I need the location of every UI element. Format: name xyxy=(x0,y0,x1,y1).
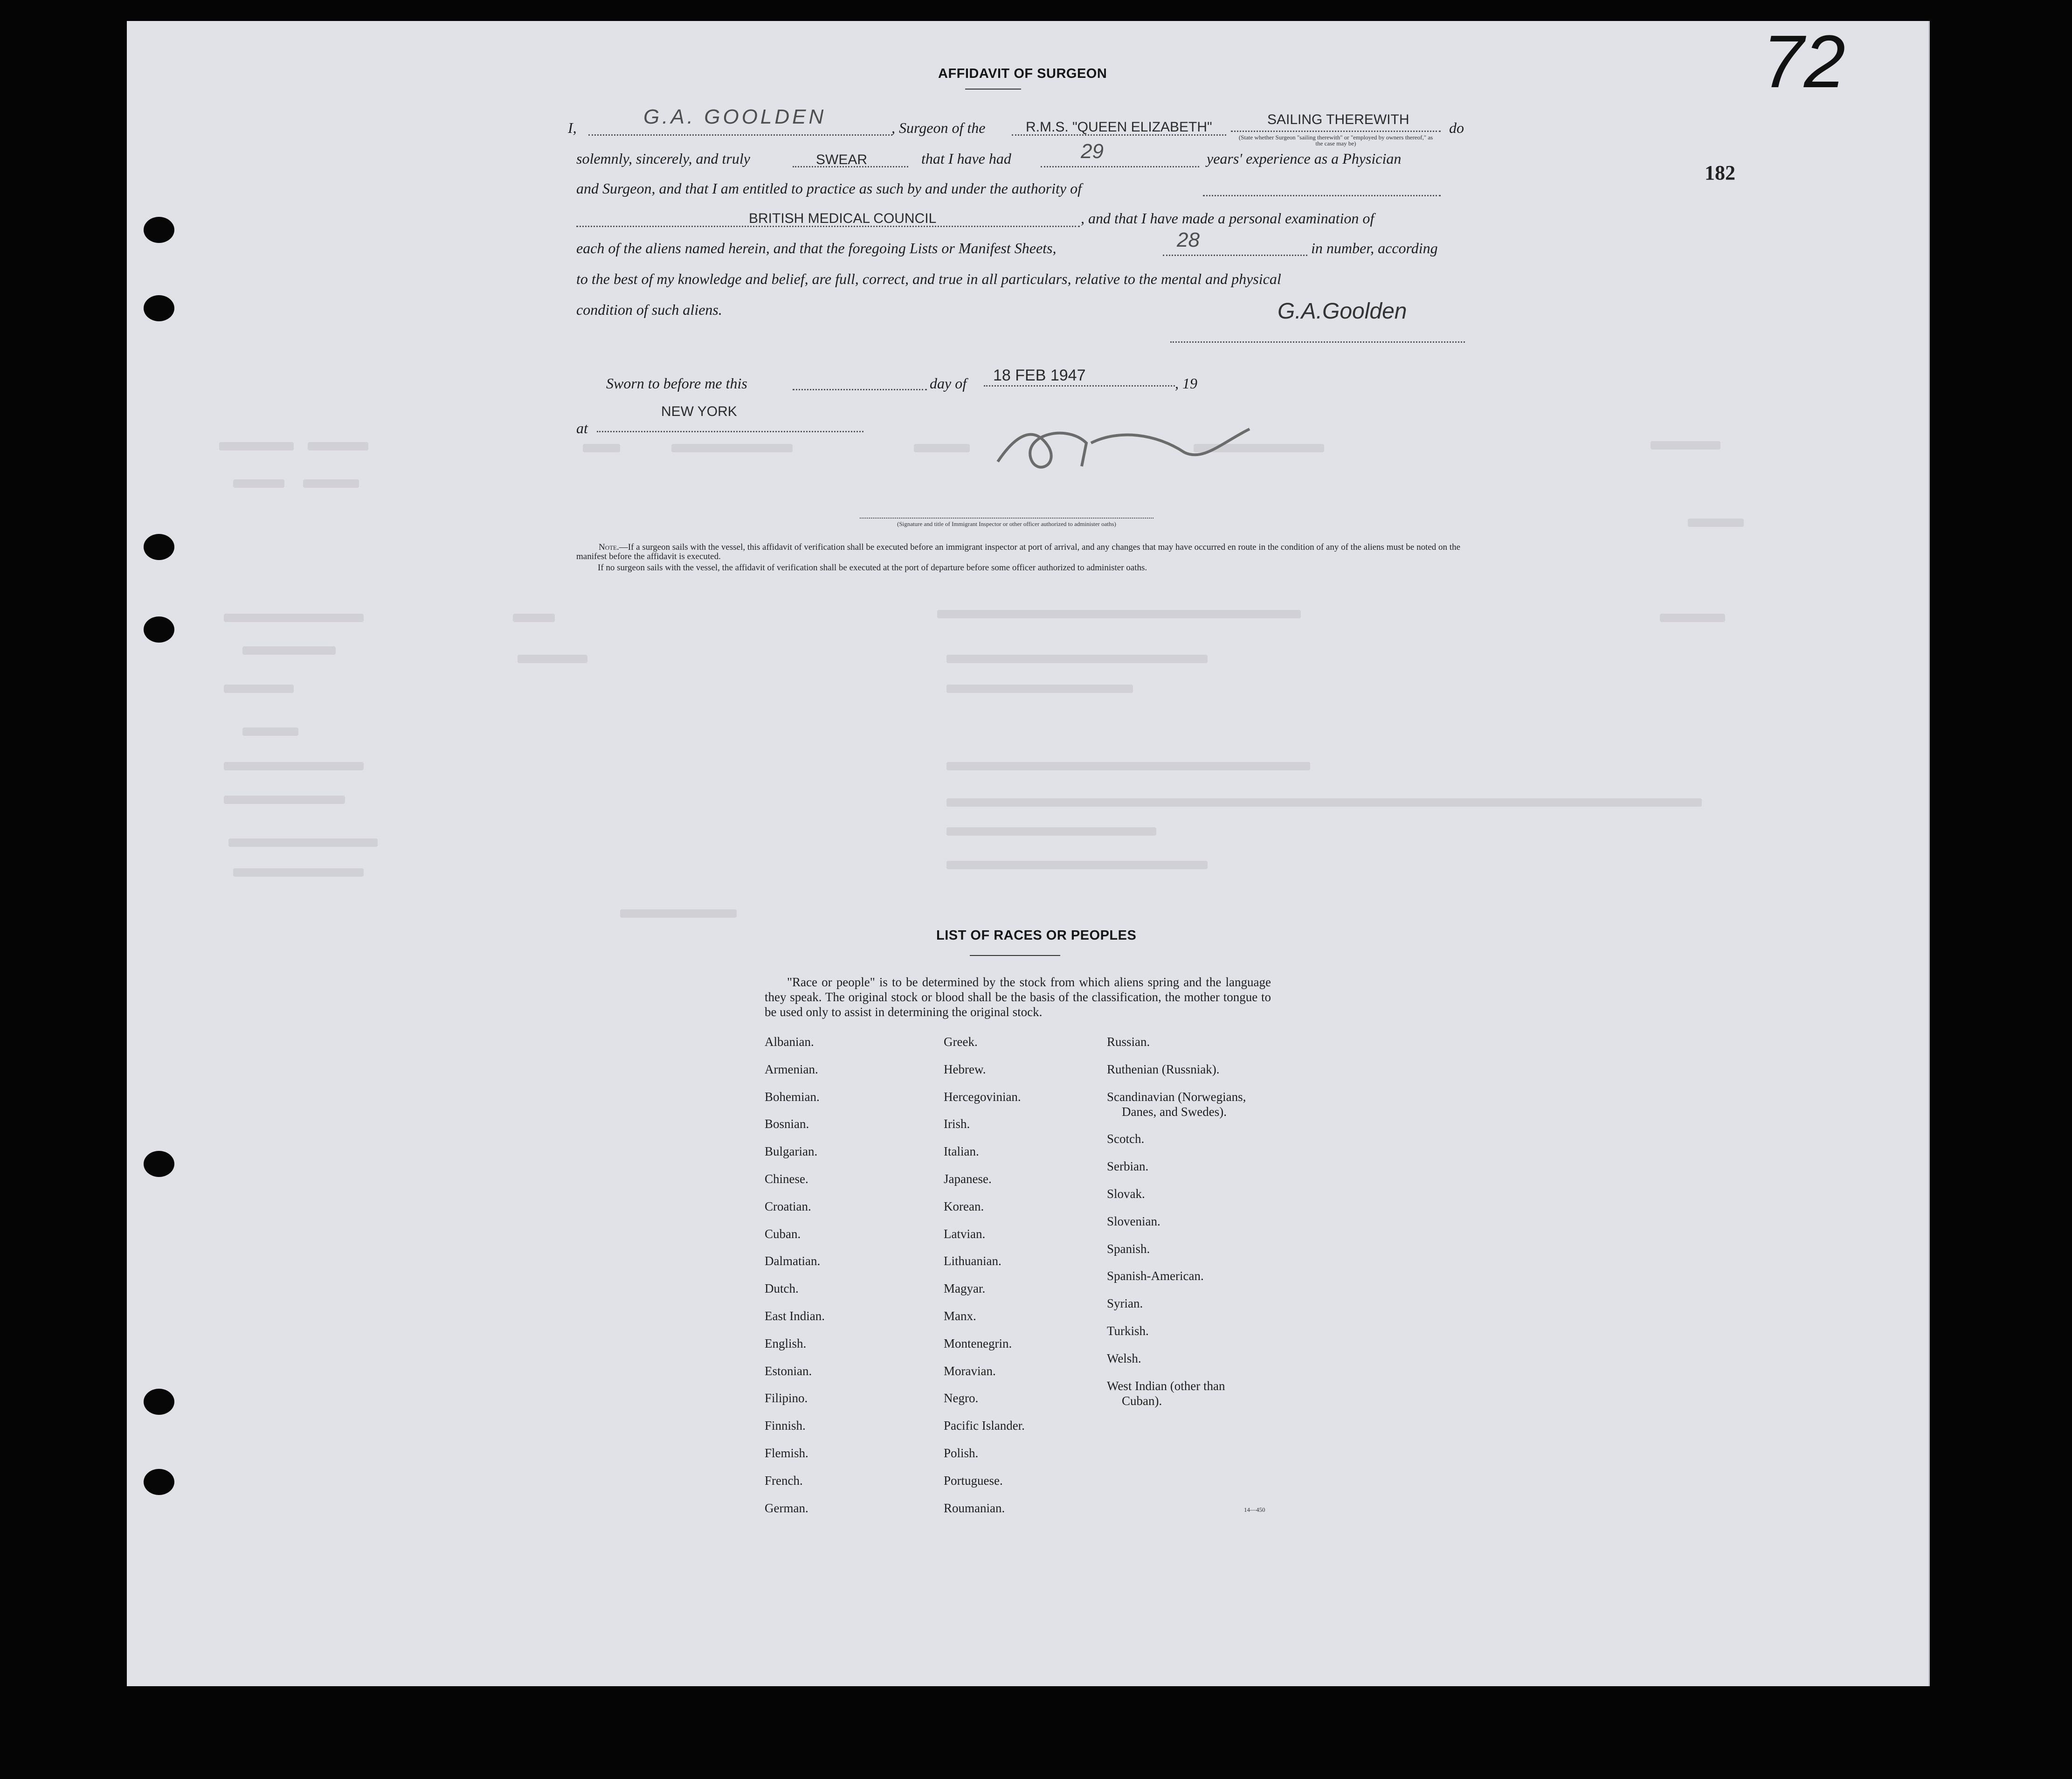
bleed-through xyxy=(1651,441,1720,450)
bleed-through xyxy=(671,444,793,452)
race-item: Slovenian. xyxy=(1107,1214,1160,1228)
signature-line xyxy=(1170,341,1465,343)
years-experience: 29 xyxy=(1081,140,1104,163)
line7: condition of such aliens. xyxy=(576,301,722,318)
surgeon-name: G.A. GOOLDEN xyxy=(643,105,827,128)
year-prefix: , 19 xyxy=(1175,375,1197,392)
race-item: Japanese. xyxy=(944,1172,992,1186)
race-item: Croatian. xyxy=(765,1199,811,1213)
at-text: at xyxy=(576,420,588,436)
bleed-through xyxy=(914,444,970,452)
note-text-1: —If a surgeon sails with the vessel, this affidavit of verification shall be executed before an immigrant inspector at port of arrival, and any changes that may have occurred en route in the condition of any of the aliens must be noted on the manifest before the affidavit is executed. xyxy=(576,542,1461,561)
binder-hole xyxy=(144,295,174,321)
officer-signature-line xyxy=(860,518,1153,519)
binder-hole xyxy=(144,217,174,243)
fill-line xyxy=(1203,195,1441,196)
race-item: English. xyxy=(765,1336,807,1350)
do-text: do xyxy=(1449,119,1464,136)
race-item: Syrian. xyxy=(1107,1296,1143,1311)
race-item: French. xyxy=(765,1473,803,1488)
race-item: Dutch. xyxy=(765,1281,799,1296)
race-item: Welsh. xyxy=(1107,1351,1141,1365)
race-item: Spanish-American. xyxy=(1107,1269,1204,1283)
officer-signature-mark xyxy=(979,415,1259,485)
race-item: Estonian. xyxy=(765,1364,812,1378)
race-item: Turkish. xyxy=(1107,1324,1149,1338)
race-item: Portuguese. xyxy=(944,1473,1003,1488)
line2-mid: that I have had xyxy=(921,150,1011,167)
note-text-2: If no surgeon sails with the vessel, the affidavit of verification shall be executed at the port of departure before some officer authorized to administer oaths. xyxy=(598,563,1147,573)
race-item: Greek. xyxy=(944,1035,978,1049)
sailing-note: (State whether Surgeon "sailing therewith" or "employed by owners thereof," as the case may be) xyxy=(1238,134,1433,147)
day-of-text: day of xyxy=(930,375,967,392)
race-item: Flemish. xyxy=(765,1446,808,1460)
bleed-through xyxy=(242,727,298,736)
line3: and Surgeon, and that I am entitled to practice as such by and under the authority of xyxy=(576,180,1082,197)
bleed-through xyxy=(946,827,1156,836)
fill-line xyxy=(793,389,927,390)
race-item: Moravian. xyxy=(944,1364,996,1378)
race-item: Bosnian. xyxy=(765,1117,809,1131)
race-item: Italian. xyxy=(944,1144,979,1159)
bleed-through xyxy=(513,614,555,622)
race-item: Russian. xyxy=(1107,1035,1150,1049)
binder-hole xyxy=(144,1151,174,1177)
race-item: Scotch. xyxy=(1107,1132,1145,1146)
bleed-through xyxy=(518,655,587,663)
page-number: 182 xyxy=(1705,161,1735,184)
race-item: Montenegrin. xyxy=(944,1336,1012,1350)
note-label: Note. xyxy=(599,542,619,552)
affidavit-title: AFFIDAVIT OF SURGEON xyxy=(938,66,1107,81)
fill-line xyxy=(1163,255,1307,256)
race-item: Cuban). xyxy=(1122,1393,1162,1408)
bleed-through xyxy=(1660,614,1725,622)
races-title-underline xyxy=(970,955,1060,956)
bleed-through xyxy=(946,685,1133,693)
line2-start: solemnly, sincerely, and truly xyxy=(576,150,750,167)
race-item: Pacific Islander. xyxy=(944,1419,1025,1433)
race-item: Armenian. xyxy=(765,1062,818,1076)
sworn-place: NEW YORK xyxy=(661,404,737,419)
sworn-date: 18 FEB 1947 xyxy=(993,367,1086,384)
line2-end: years' experience as a Physician xyxy=(1207,150,1402,167)
bleed-through xyxy=(937,610,1301,618)
race-item: Ruthenian (Russniak). xyxy=(1107,1062,1220,1076)
race-item: Roumanian. xyxy=(944,1501,1005,1515)
authority: BRITISH MEDICAL COUNCIL xyxy=(749,211,937,226)
binder-hole xyxy=(144,534,174,560)
race-item: Danes, and Swedes). xyxy=(1122,1104,1227,1119)
race-item: Hebrew. xyxy=(944,1062,986,1076)
officer-caption: (Signature and title of Immigrant Inspector or other officer authorized to administer oaths) xyxy=(897,520,1116,527)
fill-line xyxy=(1012,134,1226,136)
bleed-through xyxy=(946,798,1702,807)
bleed-through xyxy=(224,614,364,622)
race-item: Dalmatian. xyxy=(765,1254,821,1268)
bleed-through xyxy=(308,442,368,450)
binder-hole xyxy=(144,1389,174,1415)
fill-line xyxy=(597,431,863,432)
race-item: Filipino. xyxy=(765,1391,808,1405)
race-item: West Indian (other than xyxy=(1107,1378,1225,1393)
race-item: Serbian. xyxy=(1107,1159,1149,1174)
race-item: Cuban. xyxy=(765,1226,801,1241)
affidavit-i: I, xyxy=(568,119,577,136)
bleed-through xyxy=(1688,519,1744,527)
line5-end: in number, according xyxy=(1311,240,1438,256)
race-item: Polish. xyxy=(944,1446,979,1460)
bleed-through xyxy=(242,646,336,655)
bleed-through xyxy=(946,655,1208,663)
bleed-through xyxy=(228,838,378,847)
race-item: Bohemian. xyxy=(765,1089,820,1104)
bleed-through xyxy=(224,762,364,770)
bleed-through xyxy=(620,909,737,918)
races-intro: "Race or people" is to be determined by the stock from which aliens spring and the language they speak. The original stock or blood shall be the basis of the classification, the mother tongue to be used only to assist in determining the original stock. xyxy=(765,975,1271,1019)
bleed-through xyxy=(303,479,359,488)
line4-end: , and that I have made a personal examination of xyxy=(1081,210,1374,227)
sworn-text: Sworn to before me this xyxy=(606,375,747,392)
bleed-through xyxy=(946,861,1208,869)
race-item: East Indian. xyxy=(765,1309,825,1323)
vessel-name: R.M.S. "QUEEN ELIZABETH" xyxy=(1026,119,1212,135)
binder-hole xyxy=(144,616,174,643)
fill-line xyxy=(984,385,1175,387)
note-paragraph-1 xyxy=(576,543,1465,561)
fill-line xyxy=(1041,166,1199,167)
title-underline xyxy=(965,89,1021,90)
fill-line xyxy=(588,134,892,136)
race-item: Bulgarian. xyxy=(765,1144,818,1159)
surgeon-of-text: , Surgeon of the xyxy=(891,119,986,136)
race-item: Magyar. xyxy=(944,1281,986,1296)
race-item: Finnish. xyxy=(765,1419,806,1433)
fill-line xyxy=(1231,131,1441,132)
line6: to the best of my knowledge and belief, are full, correct, and true in all particulars, relative to the mental and physical xyxy=(576,270,1281,287)
races-title: LIST OF RACES OR PEOPLES xyxy=(936,928,1137,943)
bleed-through xyxy=(233,479,284,488)
surgeon-signature: G.A.Goolden xyxy=(1278,299,1407,324)
oath-word: SWEAR xyxy=(816,152,868,167)
race-item: Korean. xyxy=(944,1199,984,1213)
race-item: Lithuanian. xyxy=(944,1254,1001,1268)
race-item: Manx. xyxy=(944,1309,976,1323)
bleed-through xyxy=(219,442,294,450)
binder-hole xyxy=(144,1469,174,1495)
fill-line xyxy=(576,226,1080,227)
race-item: Scandinavian (Norwegians, xyxy=(1107,1089,1246,1104)
race-item: Slovak. xyxy=(1107,1187,1145,1201)
race-item: Hercegovinian. xyxy=(944,1089,1021,1104)
race-item: Latvian. xyxy=(944,1226,986,1241)
race-item: Spanish. xyxy=(1107,1241,1150,1256)
race-item: German. xyxy=(765,1501,808,1515)
race-item: Negro. xyxy=(944,1391,979,1405)
manifest-sheets-count: 28 xyxy=(1177,228,1200,251)
sailing-status: SAILING THEREWITH xyxy=(1267,112,1409,127)
line5-start: each of the aliens named herein, and that the foregoing Lists or Manifest Sheets, xyxy=(576,240,1057,256)
race-item: Chinese. xyxy=(765,1172,808,1186)
race-item: Albanian. xyxy=(765,1035,814,1049)
bleed-through xyxy=(583,444,620,452)
fill-line xyxy=(793,166,908,167)
sheet-number: 72 xyxy=(1762,20,1845,103)
bleed-through xyxy=(946,762,1310,770)
race-item: Irish. xyxy=(944,1117,970,1131)
form-number: 14—450 xyxy=(1244,1506,1265,1513)
bleed-through xyxy=(224,796,345,804)
bleed-through xyxy=(224,685,294,693)
bleed-through xyxy=(233,868,364,877)
